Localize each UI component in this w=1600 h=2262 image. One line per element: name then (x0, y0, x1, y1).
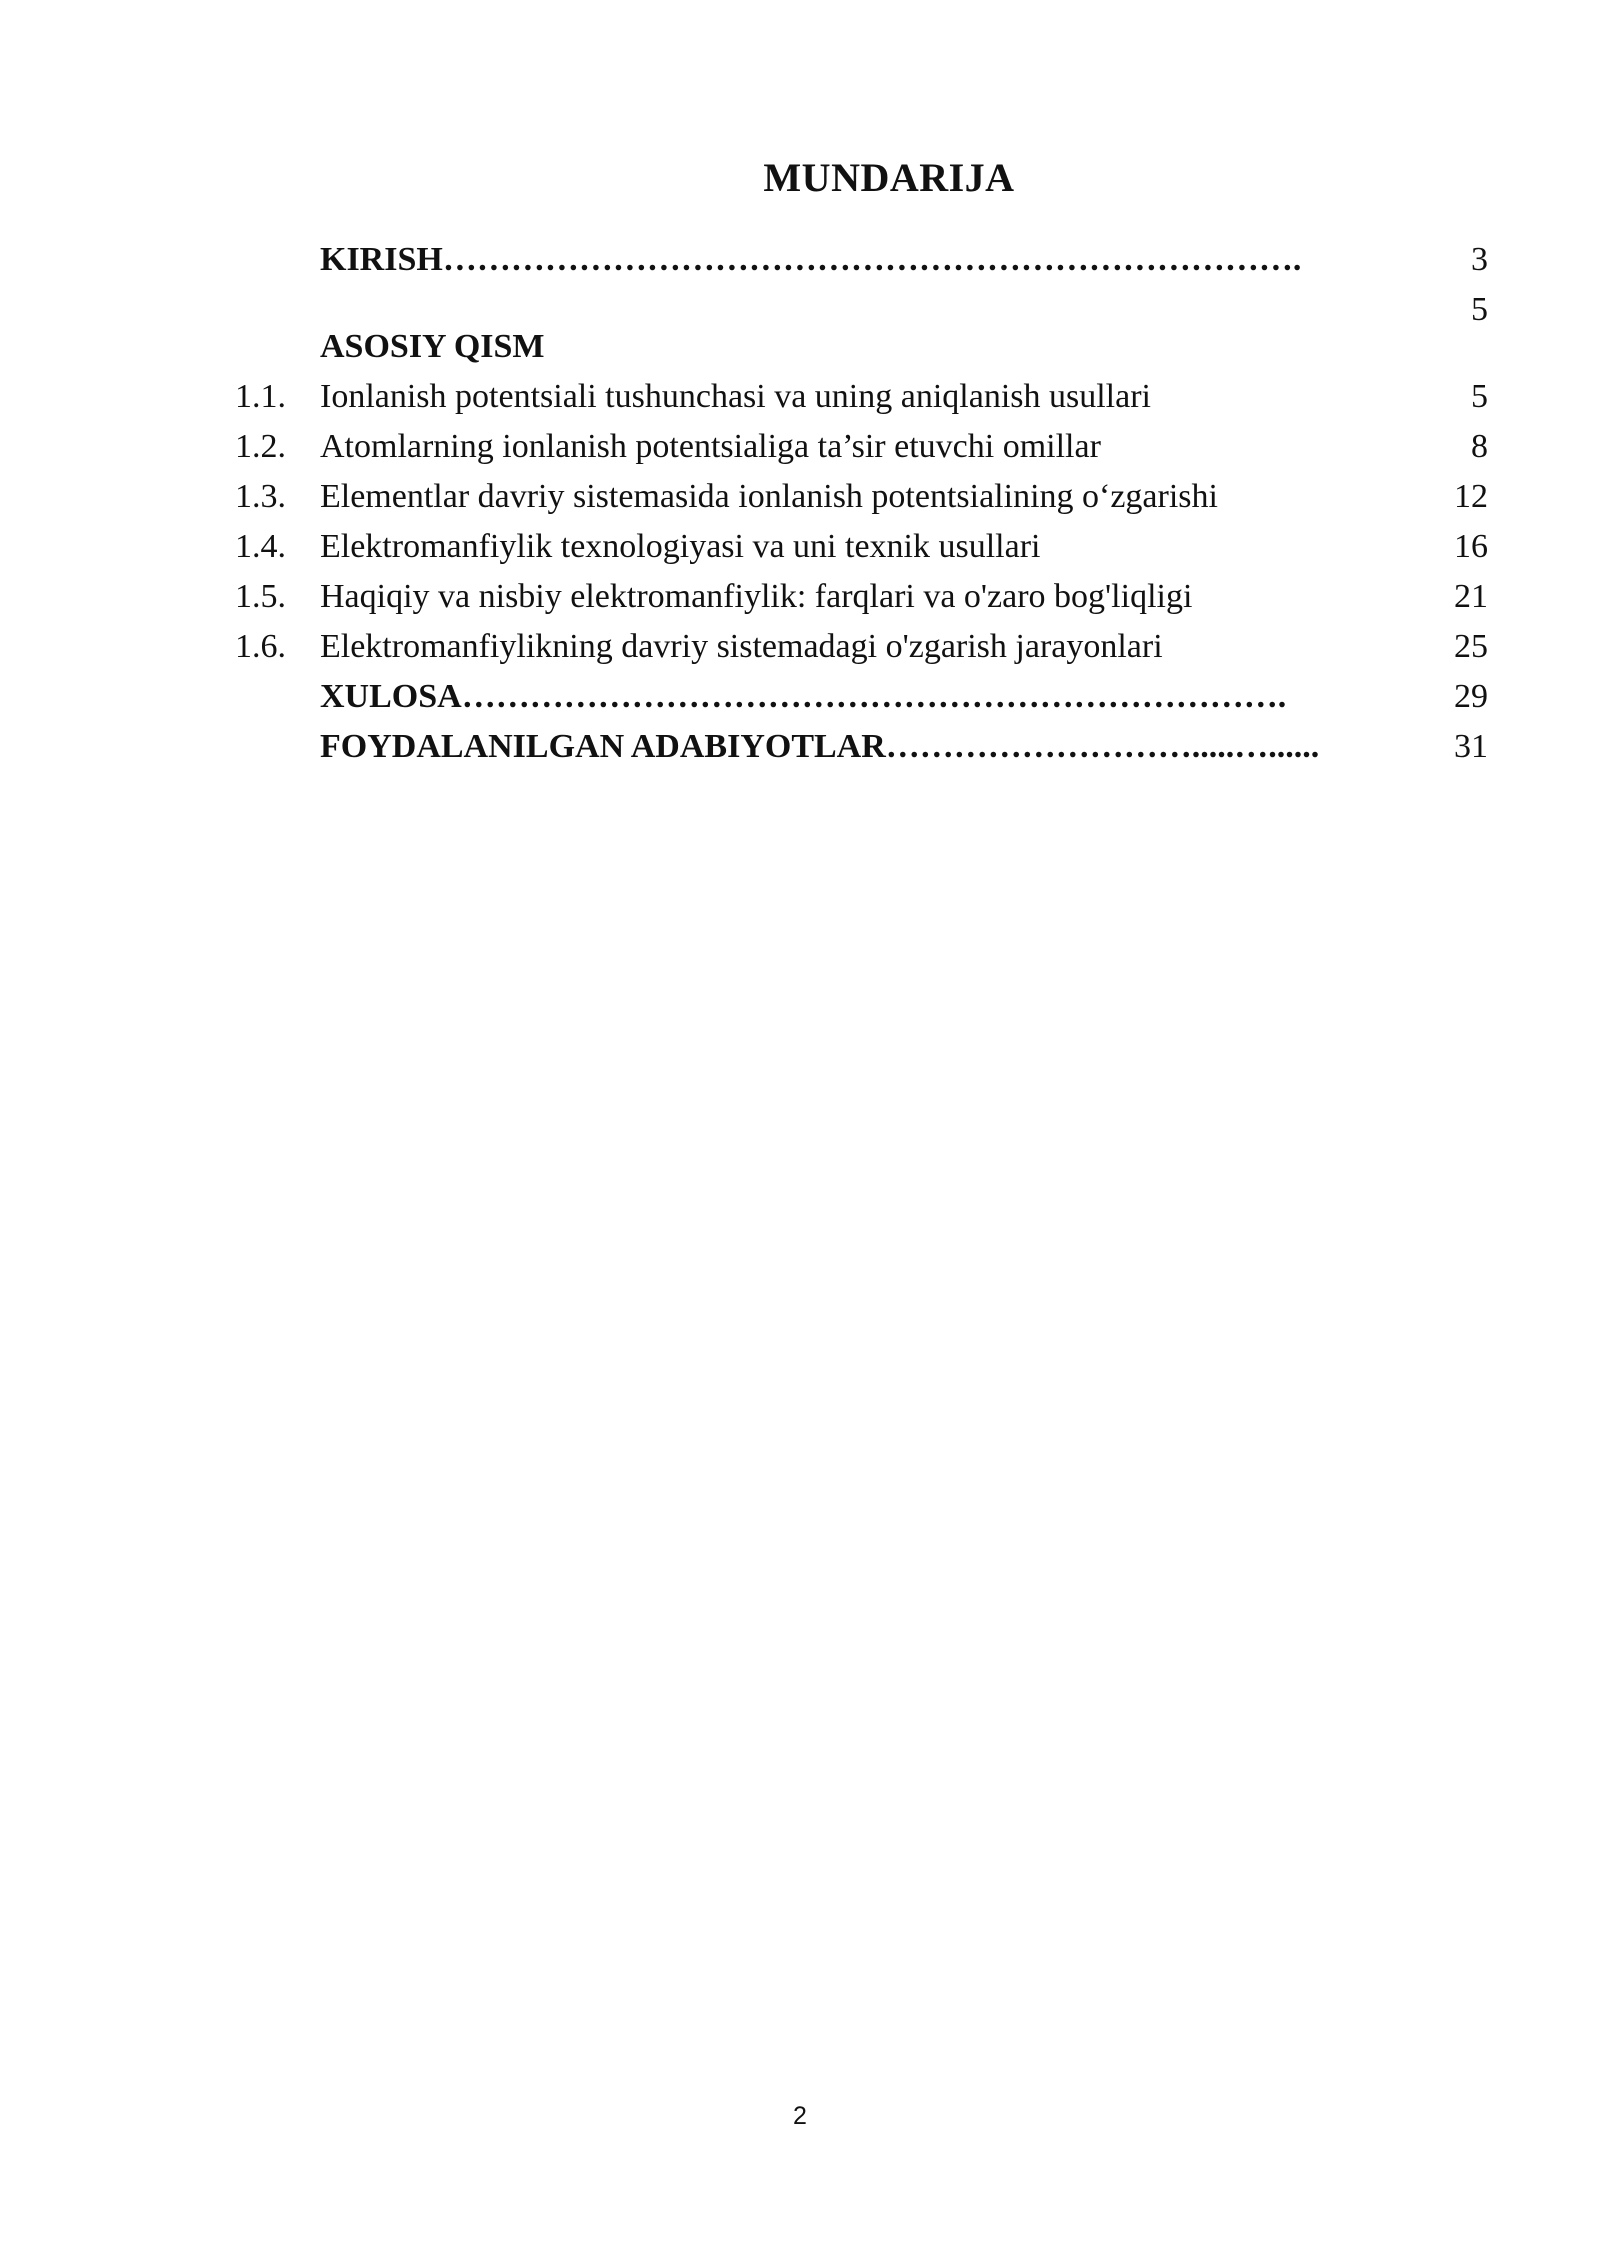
toc-entry-page: 25 (1454, 628, 1488, 665)
toc-entry-text: Atomlarning ionlanish potentsialiga ta’sir etuvchi omillar (320, 428, 1101, 465)
toc-entry-page: 5 (1471, 378, 1488, 415)
toc-entry-text: Haqiqiy va nisbiy elektromanfiylik: farqlari va o'zaro bog'liqligi (320, 578, 1193, 615)
toc-entry-page: 12 (1454, 478, 1488, 515)
toc-entry-page: 29 (1454, 678, 1488, 715)
toc-entry-page: 16 (1454, 528, 1488, 565)
toc-entry-number: 1.4. (235, 528, 286, 565)
toc-entry-page: 3 (1471, 241, 1488, 278)
toc-entry-text: KIRISH…………………………………………………………………. (320, 241, 1302, 278)
toc-entry-text: XULOSA………………………………………………………………. (320, 678, 1287, 715)
toc-entry-number: 1.2. (235, 428, 286, 465)
toc-entry-text: FOYDALANILGAN ADABIYOTLAR……………………….....…...... (320, 728, 1320, 765)
page-number: 2 (793, 2102, 807, 2130)
toc-entry-page: 21 (1454, 578, 1488, 615)
toc-entry-page: 31 (1454, 728, 1488, 765)
toc-entry-text: ASOSIY QISM (320, 328, 545, 365)
toc-entry-page: 8 (1471, 428, 1488, 465)
toc-entry-page: 5 (1471, 291, 1488, 328)
toc-entry-text: Elementlar davriy sistemasida ionlanish potentsialining o‘zgarishi (320, 478, 1218, 515)
toc-entry-text: Elektromanfiylikning davriy sistemadagi o'zgarish jarayonlari (320, 628, 1163, 665)
toc-entry-text: Ionlanish potentsiali tushunchasi va uning aniqlanish usullari (320, 378, 1151, 415)
toc-entry-number: 1.3. (235, 478, 286, 515)
toc-entry-number: 1.5. (235, 578, 286, 615)
toc-entry-text: Elektromanfiylik texnologiyasi va uni texnik usullari (320, 528, 1041, 565)
toc-entry-number: 1.1. (235, 378, 286, 415)
page-title: MUNDARIJA (763, 155, 1015, 200)
toc-entry-number: 1.6. (235, 628, 286, 665)
